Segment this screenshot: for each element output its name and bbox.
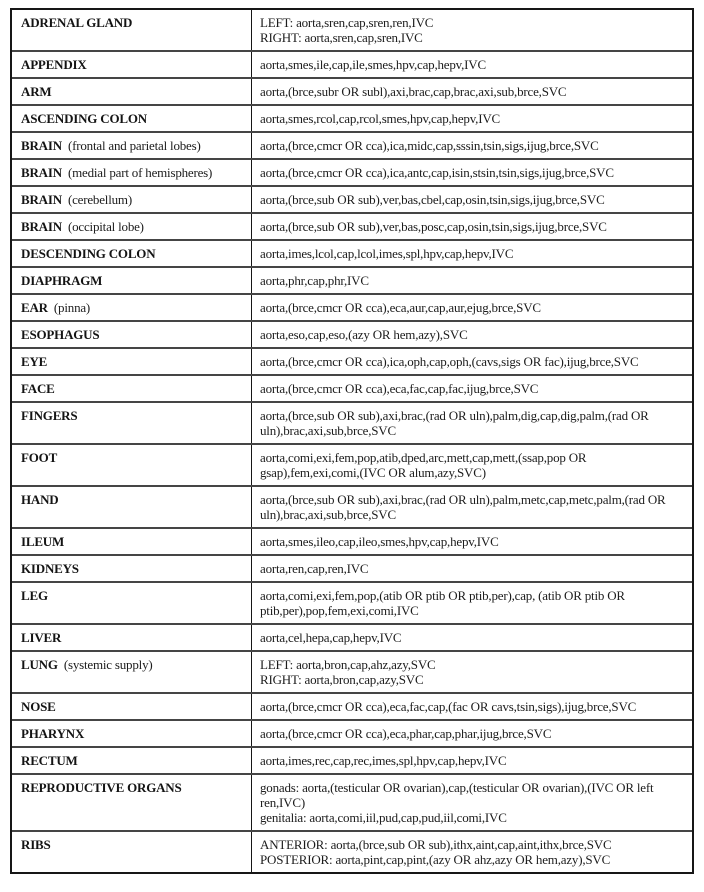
organ-name: LEG [21, 588, 48, 603]
route-line: aorta,cel,hepa,cap,hepv,IVC [260, 630, 402, 645]
route-cell [252, 775, 692, 830]
organ-cell [12, 322, 252, 347]
table-row [12, 694, 692, 721]
organ-name: BRAIN [21, 219, 62, 234]
organ-name: PHARYNX [21, 726, 85, 741]
route-line: aorta,(brce,cmcr OR cca),eca,aur,cap,aur,ejug,brce,SVC [260, 300, 541, 315]
organ-cell [12, 106, 252, 131]
route-line: aorta,(brce,sub OR sub),axi,brac,(rad OR uln),palm,dig,cap,dig,palm,(rad OR uln),brac,axi,sub,brce,SVC [260, 408, 649, 438]
organ-name: ASCENDING COLON [21, 111, 147, 126]
table-row [12, 487, 692, 529]
organ-note: (pinna) [53, 300, 91, 315]
route-cell [252, 187, 692, 212]
route-line: aorta,(brce,subr OR subl),axi,brac,cap,brac,axi,sub,brce,SVC [260, 84, 567, 99]
route-cell [252, 79, 692, 104]
organ-cell [12, 445, 252, 485]
route-cell [252, 748, 692, 773]
route-line: aorta,comi,exi,fem,pop,(atib OR ptib OR ptib,per),cap, (atib OR ptib OR ptib,per),pop,fem,exi,comi,IVC [260, 588, 625, 618]
route-line: aorta,phr,cap,phr,IVC [260, 273, 369, 288]
organ-cell [12, 556, 252, 581]
route-line: genitalia: aorta,comi,iil,pud,cap,pud,iil,comi,IVC [260, 810, 507, 825]
organ-cell [12, 160, 252, 185]
table-row [12, 556, 692, 583]
route-cell [252, 106, 692, 131]
organ-cell [12, 583, 252, 623]
route-cell [252, 832, 692, 872]
organ-name: ARM [21, 84, 52, 99]
table-row [12, 106, 692, 133]
table-row [12, 625, 692, 652]
route-line: aorta,ren,cap,ren,IVC [260, 561, 369, 576]
table-row [12, 133, 692, 160]
route-cell [252, 214, 692, 239]
organ-cell [12, 487, 252, 527]
organ-name: LUNG [21, 657, 58, 672]
organ-note: (systemic supply) [63, 657, 153, 672]
table-row [12, 403, 692, 445]
route-line: RIGHT: aorta,bron,cap,azy,SVC [260, 672, 424, 687]
organ-cell [12, 832, 252, 872]
organ-name: REPRODUCTIVE ORGANS [21, 780, 182, 795]
organ-cell [12, 694, 252, 719]
route-line: RIGHT: aorta,sren,cap,sren,IVC [260, 30, 423, 45]
organ-name: DESCENDING COLON [21, 246, 156, 261]
route-line: gonads: aorta,(testicular OR ovarian),cap,(testicular OR ovarian),(IVC OR left ren,IVC) [260, 780, 654, 810]
route-line: aorta,(brce,sub OR sub),ver,bas,cbel,cap,osin,tsin,sigs,ijug,brce,SVC [260, 192, 605, 207]
table-row [12, 214, 692, 241]
organ-cell [12, 721, 252, 746]
route-cell [252, 403, 692, 443]
route-cell [252, 268, 692, 293]
organ-cell [12, 268, 252, 293]
route-line: aorta,(brce,cmcr OR cca),eca,phar,cap,phar,ijug,brce,SVC [260, 726, 552, 741]
table-row [12, 721, 692, 748]
route-line: aorta,(brce,cmcr OR cca),eca,fac,cap,fac,ijug,brce,SVC [260, 381, 539, 396]
table-row [12, 529, 692, 556]
organ-name: EYE [21, 354, 48, 369]
organ-name: KIDNEYS [21, 561, 79, 576]
organ-cell [12, 295, 252, 320]
table-row [12, 295, 692, 322]
table-row [12, 52, 692, 79]
route-cell [252, 349, 692, 374]
organ-cell [12, 775, 252, 830]
route-cell [252, 376, 692, 401]
organ-name: RIBS [21, 837, 51, 852]
table-row [12, 775, 692, 832]
route-cell [252, 160, 692, 185]
organ-note: (cerebellum) [67, 192, 132, 207]
route-cell [252, 529, 692, 554]
route-line: LEFT: aorta,sren,cap,sren,ren,IVC [260, 15, 434, 30]
route-line: aorta,(brce,cmcr OR cca),ica,oph,cap,oph,(cavs,sigs OR fac),ijug,brce,SVC [260, 354, 639, 369]
table-row [12, 583, 692, 625]
table-row [12, 79, 692, 106]
route-line: aorta,smes,rcol,cap,rcol,smes,hpv,cap,hepv,IVC [260, 111, 501, 126]
route-line: aorta,(brce,cmcr OR cca),ica,antc,cap,isin,stsin,tsin,sigs,ijug,brce,SVC [260, 165, 614, 180]
table-row [12, 445, 692, 487]
organ-note: (frontal and parietal lobes) [67, 138, 201, 153]
table-row [12, 187, 692, 214]
route-line: LEFT: aorta,bron,cap,ahz,azy,SVC [260, 657, 436, 672]
route-line: aorta,smes,ile,cap,ile,smes,hpv,cap,hepv,IVC [260, 57, 486, 72]
route-cell [252, 52, 692, 77]
route-cell [252, 322, 692, 347]
organ-cell [12, 241, 252, 266]
organ-name: EAR [21, 300, 48, 315]
organ-cell [12, 214, 252, 239]
route-line: aorta,(brce,sub OR sub),axi,brac,(rad OR uln),palm,metc,cap,metc,palm,(rad OR uln),brac,axi,sub,brce,SVC [260, 492, 666, 522]
organ-name: ILEUM [21, 534, 65, 549]
vessel-route-table [10, 8, 694, 874]
organ-name: LIVER [21, 630, 62, 645]
organ-name: HAND [21, 492, 59, 507]
table-row [12, 268, 692, 295]
route-cell [252, 487, 692, 527]
organ-name: BRAIN [21, 192, 62, 207]
table-row [12, 322, 692, 349]
route-cell [252, 241, 692, 266]
route-cell [252, 133, 692, 158]
route-line: ANTERIOR: aorta,(brce,sub OR sub),ithx,aint,cap,aint,ithx,brce,SVC [260, 837, 612, 852]
organ-cell [12, 133, 252, 158]
organ-name: BRAIN [21, 138, 62, 153]
organ-cell [12, 349, 252, 374]
route-cell [252, 652, 692, 692]
table-row [12, 748, 692, 775]
organ-cell [12, 652, 252, 692]
table-row [12, 652, 692, 694]
route-cell [252, 694, 692, 719]
organ-cell [12, 376, 252, 401]
organ-name: ADRENAL GLAND [21, 15, 133, 30]
organ-name: DIAPHRAGM [21, 273, 103, 288]
organ-cell [12, 403, 252, 443]
organ-name: ESOPHAGUS [21, 327, 100, 342]
table-row [12, 376, 692, 403]
organ-cell [12, 187, 252, 212]
organ-name: BRAIN [21, 165, 62, 180]
organ-name: NOSE [21, 699, 56, 714]
route-line: aorta,(brce,sub OR sub),ver,bas,posc,cap,osin,tsin,sigs,ijug,brce,SVC [260, 219, 607, 234]
route-line: aorta,comi,exi,fem,pop,atib,dped,arc,mett,cap,mett,(ssap,pop OR gsap),fem,exi,comi,(IVC OR alum,azy,SVC) [260, 450, 587, 480]
organ-note: (occipital lobe) [67, 219, 144, 234]
route-line: aorta,eso,cap,eso,(azy OR hem,azy),SVC [260, 327, 468, 342]
organ-cell [12, 79, 252, 104]
organ-name: APPENDIX [21, 57, 87, 72]
table-row [12, 349, 692, 376]
route-line: aorta,imes,lcol,cap,lcol,imes,spl,hpv,cap,hepv,IVC [260, 246, 514, 261]
organ-name: FINGERS [21, 408, 78, 423]
organ-name: RECTUM [21, 753, 78, 768]
organ-cell [12, 625, 252, 650]
organ-name: FACE [21, 381, 55, 396]
route-cell [252, 721, 692, 746]
table-row [12, 241, 692, 268]
organ-cell [12, 529, 252, 554]
route-cell [252, 583, 692, 623]
route-cell [252, 556, 692, 581]
table-row [12, 10, 692, 52]
route-cell [252, 10, 692, 50]
route-line: aorta,(brce,cmcr OR cca),ica,midc,cap,sssin,tsin,sigs,ijug,brce,SVC [260, 138, 599, 153]
route-line: aorta,(brce,cmcr OR cca),eca,fac,cap,(fac OR cavs,tsin,sigs),ijug,brce,SVC [260, 699, 637, 714]
route-line: POSTERIOR: aorta,pint,cap,pint,(azy OR ahz,azy OR hem,azy),SVC [260, 852, 611, 867]
route-cell [252, 445, 692, 485]
table-row [12, 832, 692, 872]
route-cell [252, 625, 692, 650]
route-line: aorta,smes,ileo,cap,ileo,smes,hpv,cap,hepv,IVC [260, 534, 499, 549]
table-row [12, 160, 692, 187]
organ-cell [12, 52, 252, 77]
organ-name: FOOT [21, 450, 58, 465]
route-line: aorta,imes,rec,cap,rec,imes,spl,hpv,cap,hepv,IVC [260, 753, 507, 768]
organ-note: (medial part of hemispheres) [67, 165, 213, 180]
organ-cell [12, 748, 252, 773]
route-cell [252, 295, 692, 320]
organ-cell [12, 10, 252, 50]
